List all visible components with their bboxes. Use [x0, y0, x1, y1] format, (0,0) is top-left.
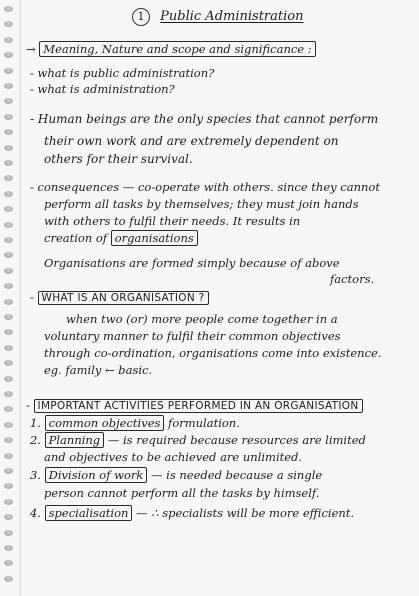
activity-1-key: common objectives [45, 415, 165, 431]
spiral-hole [4, 437, 13, 443]
activity-3: 3. Division of work — is needed because a single [30, 468, 323, 482]
spiral-hole [4, 576, 13, 582]
question-1-text: what is public administration? [37, 66, 215, 80]
definition-line-1: when two (or) more people come together in a [66, 312, 338, 326]
spiral-hole [4, 422, 13, 428]
spiral-hole [4, 222, 13, 228]
heading-activities: IMPORTANT ACTIVITIES PERFORMED IN AN ORGANISATION [34, 399, 363, 413]
spiral-hole [4, 160, 13, 166]
spiral-hole [4, 560, 13, 566]
spiral-hole [4, 406, 13, 412]
consequences-line-3: with others to fulfil their needs. It results in [44, 214, 301, 228]
spiral-hole [4, 499, 13, 505]
spiral-hole [4, 37, 13, 43]
consequences-line-1: - consequences — co-operate with others. since they cannot [30, 180, 380, 194]
formed-line-1: Organisations are formed simply because of above [44, 256, 340, 270]
spiral-hole [4, 391, 13, 397]
title-text: Public Administration [160, 9, 304, 24]
spiral-hole [4, 98, 13, 104]
spiral-hole [4, 21, 13, 27]
spiral-hole [4, 83, 13, 89]
heading-what: WHAT IS AN ORGANISATION ? [38, 291, 209, 305]
activity-2: 2. Planning — is required because resources are limited [30, 433, 366, 447]
heading-what-row: - WHAT IS AN ORGANISATION ? [30, 290, 209, 305]
spiral-hole [4, 237, 13, 243]
consequences-line-4: creation of organisations [44, 231, 198, 245]
heading-meaning: Meaning, Nature and scope and significance : [39, 41, 315, 57]
page-title [132, 8, 303, 30]
spiral-hole [4, 129, 13, 135]
spiral-hole [4, 345, 13, 351]
activity-1: 1. common objectives formulation. [30, 416, 240, 430]
spiral-hole [4, 483, 13, 489]
definition-line-2: voluntary manner to fulfil their common objectives [44, 329, 341, 343]
spiral-hole [4, 191, 13, 197]
spiral-hole [4, 114, 13, 120]
spiral-hole [4, 514, 13, 520]
spiral-holes [2, 6, 16, 592]
activity-3-cont: person cannot perform all the tasks by himself. [44, 486, 320, 500]
spiral-hole [4, 360, 13, 366]
question-2-text: what is administration? [37, 82, 175, 96]
spiral-hole [4, 145, 13, 151]
formed-line-2: factors. [330, 272, 375, 286]
heading-activities-row: - IMPORTANT ACTIVITIES PERFORMED IN AN ORGANISATION [26, 398, 363, 413]
margin-line [20, 0, 21, 596]
title-number: 1 [132, 8, 150, 26]
spiral-hole [4, 68, 13, 74]
question-2: - what is administration? [30, 82, 175, 96]
spiral-hole [4, 468, 13, 474]
spiral-hole [4, 175, 13, 181]
spiral-hole [4, 283, 13, 289]
question-1: - what is public administration? [30, 66, 215, 80]
activity-4-key: specialisation [45, 505, 133, 521]
spiral-hole [4, 6, 13, 12]
spiral-hole [4, 314, 13, 320]
consequences-line-2: perform all tasks by themselves; they must join hands [44, 197, 359, 211]
human-line-2: their own work and are extremely dependent on [44, 134, 339, 148]
definition-line-4: eg. family ← basic. [44, 363, 153, 377]
heading-meaning-row: → Meaning, Nature and scope and significance : [26, 42, 316, 56]
activity-3-key: Division of work [45, 467, 148, 483]
spiral-hole [4, 545, 13, 551]
spiral-hole [4, 252, 13, 258]
activity-4: 4. specialisation — ∴ specialists will be more efficient. [30, 506, 355, 520]
spiral-hole [4, 52, 13, 58]
spiral-hole [4, 376, 13, 382]
human-line-3: others for their survival. [44, 152, 193, 166]
spiral-hole [4, 206, 13, 212]
spiral-hole [4, 453, 13, 459]
organisations-box: organisations [111, 230, 198, 246]
spiral-hole [4, 530, 13, 536]
human-line-1: - Human beings are the only species that cannot perform [30, 112, 379, 126]
definition-line-3: through co-ordination, organisations come into existence. [44, 346, 382, 360]
activity-2-key: Planning [45, 432, 105, 448]
spiral-hole [4, 299, 13, 305]
spiral-hole [4, 268, 13, 274]
activity-2-cont: and objectives to be achieved are unlimited. [44, 450, 303, 464]
spiral-hole [4, 329, 13, 335]
